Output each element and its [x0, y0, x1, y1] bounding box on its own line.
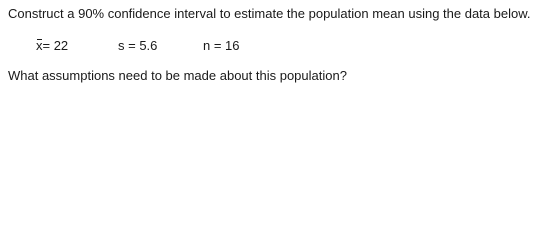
x-bar-symbol: x: [36, 38, 43, 53]
sample-mean-value: = 22: [42, 38, 69, 53]
assumptions-question: What assumptions need to be made about this population?: [8, 68, 347, 83]
problem-instruction: Construct a 90% confidence interval to estimate the population mean using the data below.: [8, 6, 531, 21]
problem-page: [0, 0, 557, 99]
sample-size-stat: n = 16: [203, 38, 240, 53]
sample-mean-stat: [36, 38, 68, 54]
sample-std-dev-stat: s = 5.6: [118, 38, 158, 53]
sample-statistics: [0, 38, 557, 54]
